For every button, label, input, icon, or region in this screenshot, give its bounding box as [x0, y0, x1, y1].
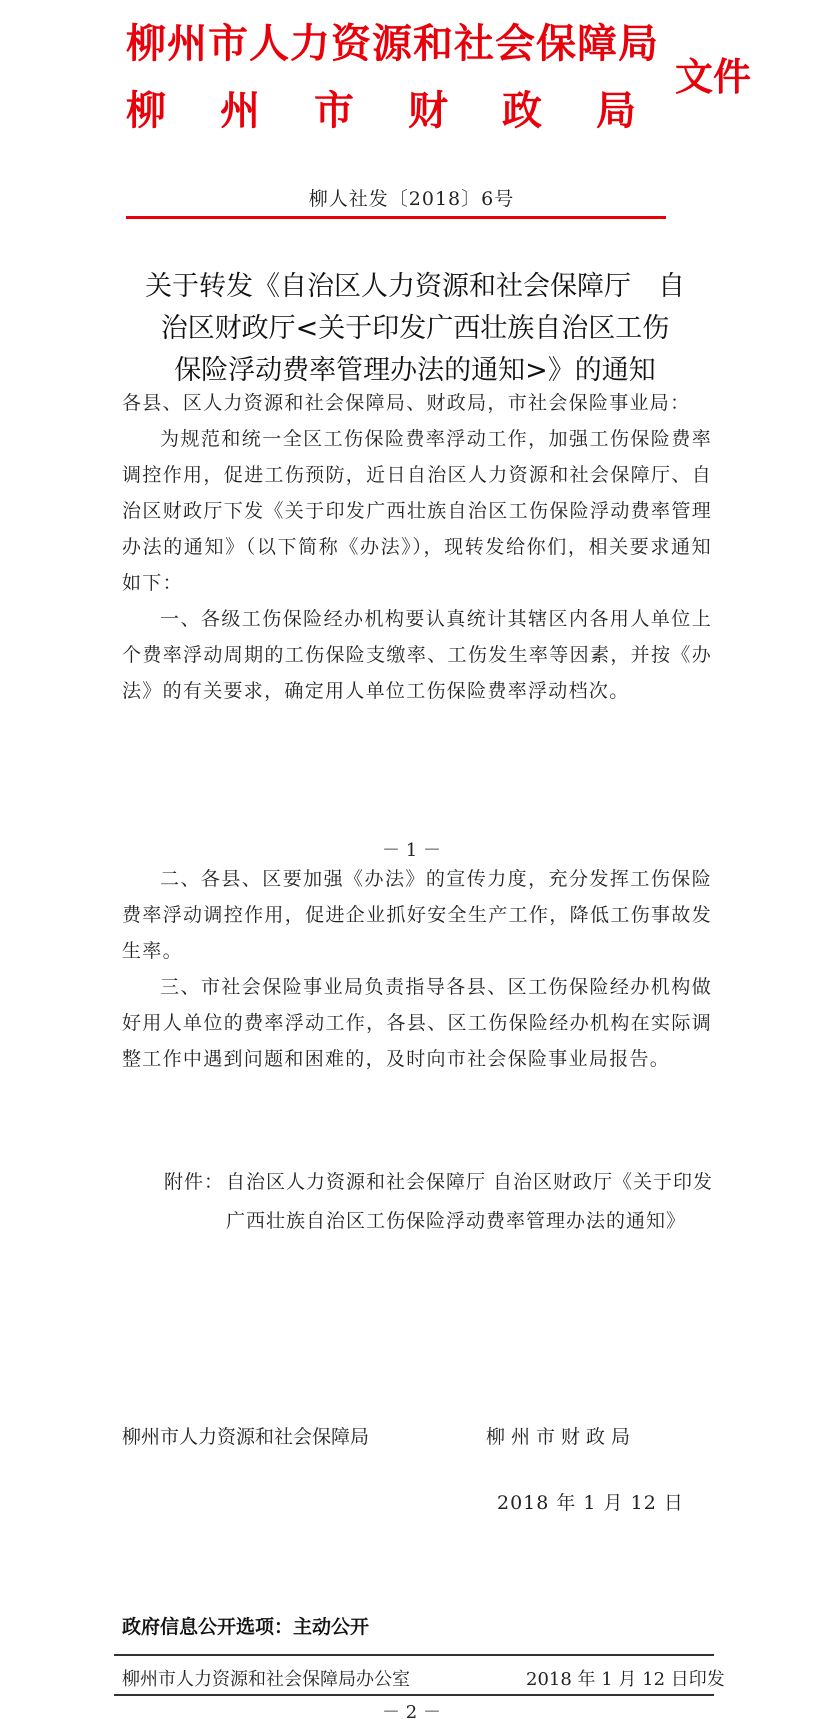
issuing-org-2-char: 财 — [408, 88, 448, 134]
title-line: 关于转发《自治区人力资源和社会保障厅 自 — [145, 271, 685, 302]
salutation: 各县、区人力资源和社会保障局、财政局，市社会保险事业局： — [122, 392, 691, 414]
footer-rule-top — [114, 1654, 714, 1656]
document-type-label: 文件 — [675, 55, 752, 99]
page-number-2: － 2 － — [382, 1702, 441, 1723]
issue-date: 2018 年 1 月 12 日 — [497, 1492, 684, 1514]
footer-issuer: 柳州市人力资源和社会保障局办公室 — [122, 1669, 410, 1690]
paragraph-intro: 为规范和统一全区工伤保险费率浮动工作，加强工伤保险费率调控作用，促进工伤预防，近日自治区人力资源和社会保障厅、自治区财政厅下发《关于印发广西壮族自治区工伤保险浮动费率管理办法的通知》（以下简称《办法》），现转发给你们，相关要求通知如下： — [122, 428, 712, 594]
issuing-org-2-char: 州 — [220, 88, 260, 134]
attachment-text: 自治区人力资源和社会保障厅 自治区财政厅《关于印发广西壮族自治区工伤保险浮动费率管理办法的通知》 — [226, 1171, 714, 1232]
paragraph-item-1: 一、各级工伤保险经办机构要认真统计其辖区内各用人单位上个费率浮动周期的工伤保险支缴率、工伤发生率等因素，并按《办法》的有关要求，确定用人单位工伤保险费率浮动档次。 — [122, 608, 712, 702]
title-line: 治区财政厅<关于印发广西壮族自治区工伤 — [160, 313, 670, 344]
issuing-org-2 — [126, 79, 636, 136]
document-body-part1 — [122, 385, 712, 709]
gov-info-disclosure: 政府信息公开选项：主动公开 — [122, 1616, 370, 1638]
issuing-org-1: 柳州市人力资源和社会保障局 — [126, 21, 659, 67]
paragraph-item-3: 三、市社会保险事业局负责指导各县、区工伤保险经办机构做好用人单位的费率浮动工作，各县、区工伤保险经办机构在实际调整工作中遇到问题和困难的，及时向市社会保险事业局报告。 — [122, 976, 712, 1070]
page-number-1: － 1 － — [382, 840, 441, 861]
issuing-org-2-char: 市 — [314, 88, 354, 134]
red-divider — [126, 216, 666, 219]
attachment-block — [164, 1163, 714, 1241]
signature-finance-bureau: 柳州市财政局 — [486, 1426, 637, 1448]
issuing-org-2-char: 局 — [596, 88, 636, 134]
document-body-part2 — [122, 861, 712, 1077]
issuing-org-2-char: 柳 — [126, 88, 166, 134]
document-number: 柳人社发〔2018〕6号 — [308, 188, 515, 210]
signature-hrss-bureau: 柳州市人力资源和社会保障局 — [122, 1426, 370, 1448]
title-line: 保险浮动费率管理办法的通知>》的通知 — [174, 355, 656, 386]
issuing-org-2-char: 政 — [502, 88, 542, 134]
footer-rule-bottom — [114, 1694, 714, 1696]
footer-print-date: 2018 年 1 月 12 日印发 — [526, 1669, 725, 1690]
attachment-label: 附件： — [164, 1171, 225, 1193]
paragraph-item-2: 二、各县、区要加强《办法》的宣传力度，充分发挥工伤保险费率浮动调控作用，促进企业抓好安全生产工作，降低工伤事故发生率。 — [122, 868, 712, 962]
document-title — [118, 266, 712, 392]
